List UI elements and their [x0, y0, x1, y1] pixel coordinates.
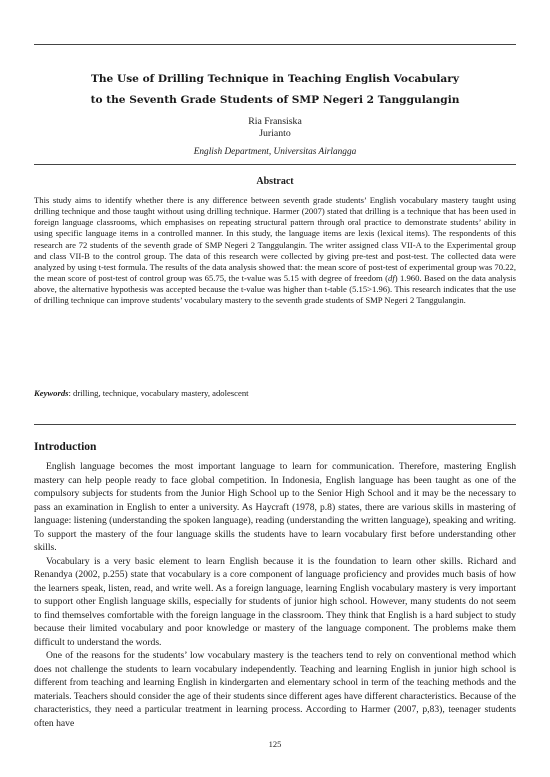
author-1: Ria Fransiska: [248, 116, 302, 127]
paragraph-2: Vocabulary is a very basic element to learn English because it is the foundation to learn other skills. Richard and Renandya (2002, p.255) state that vocabulary is a core component of language proficiency and provides much basis of how the learners speak, listen, read, and write well. As a foreign language, learning English vocabulary mastery is very important to support other English language skills, especially for students of junior high school. However, many students do not seem to find themselves comfortable with the foreign language in the classroom. They think that English is a hard subject to study because their limited vocabulary and poor knowledge or mastery of the language component. The problems make them difficult to understand the words.: [34, 555, 516, 648]
section-heading-introduction: Introduction: [34, 441, 97, 453]
paragraph-1: English language becomes the most important language to learn for communication. Therefore, mastering English mastery can help people ready to face global competition. In Indonesia, English language has been taught as one of the compulsory subjects for students from the Junior High School up to the Senior High School and it may be the necessary to pass an examination in English to enter a university. As Haycraft (1978, p.8) states, there are various skills in mastering of language: listening (understanding the spoken language), reading (understanding the written language), speaking and writing. To support the mastery of the four language skills the students have to learn vocabulary first before understanding other skills.: [34, 461, 516, 553]
keywords: [34, 388, 516, 399]
page-number: 125: [268, 739, 282, 749]
author-2: Jurianto: [259, 128, 291, 139]
introduction-body: [34, 460, 516, 730]
abstract-divider: [34, 424, 516, 425]
abstract-heading: Abstract: [256, 176, 294, 187]
abstract-text: This study aims to identify whether there is any difference between seventh grade students’ English vocabulary mastery taught using drilling technique and those taught without using drilling technique. Harmer (2007) stated that drilling is a technique that has been used in foreign language classrooms, which emphasises on repeating structural pattern through oral practice to demonstrate students’ ability in using specific language items in a controlled manner. In this study, the language items are lexis (lexical items). The respondents of this research are 72 students of the seventh grade of SMP Negeri 2 Tanggulangin. The writer assigned class VII-A to the Experimental group and class VII-B to the control group. The data of this research were collected by giving pre-test and post-test. The collected data were analyzed by using t-test formula. The results of the data analysis showed that: the mean score of post-test of experimental group was 70.22, the mean score of post-test of control group was 65.75, the t-value was 5.15 with degree of freedom (df) 1.960. Based on the data analysis above, the alternative hypothesis was accepted because the t-value was higher than t-table (5.15>1.96). This research indicates that the use of drilling technique can improve students’ vocabulary mastery to the seventh grade students of SMP Negeri 2 Tanggulangin.: [34, 195, 516, 306]
header-divider: [34, 164, 516, 165]
keywords-text: : drilling, technique, vocabulary mastery, adolescent: [68, 388, 249, 398]
title-block: [34, 69, 516, 158]
df-italic: df: [388, 273, 395, 284]
keywords-label: Keywords: [34, 388, 69, 398]
top-rule: [34, 44, 516, 45]
paragraph-3: One of the reasons for the students’ low vocabulary mastery is the teachers tend to rely on conventional method which does not challenge the students to learn vocabulary independently. Teaching and learning English in junior high school is different from teaching and learning English in kindergarten and elementary school in term of the teaching methods and the materials. Teachers should consider the age of their students since different ages have different characteristics. Because of the characteristics, they need a particular treatment in learning process. According to Harmer (2007, p,83), teenager students often have: [34, 650, 516, 729]
paper-title-line-2: to the Seventh Grade Students of SMP Negeri 2 Tanggulangin: [90, 94, 460, 106]
affiliation: English Department, Universitas Airlangga: [193, 147, 357, 157]
paper-title-line-1: The Use of Drilling Technique in Teaching English Vocabulary: [90, 73, 460, 85]
